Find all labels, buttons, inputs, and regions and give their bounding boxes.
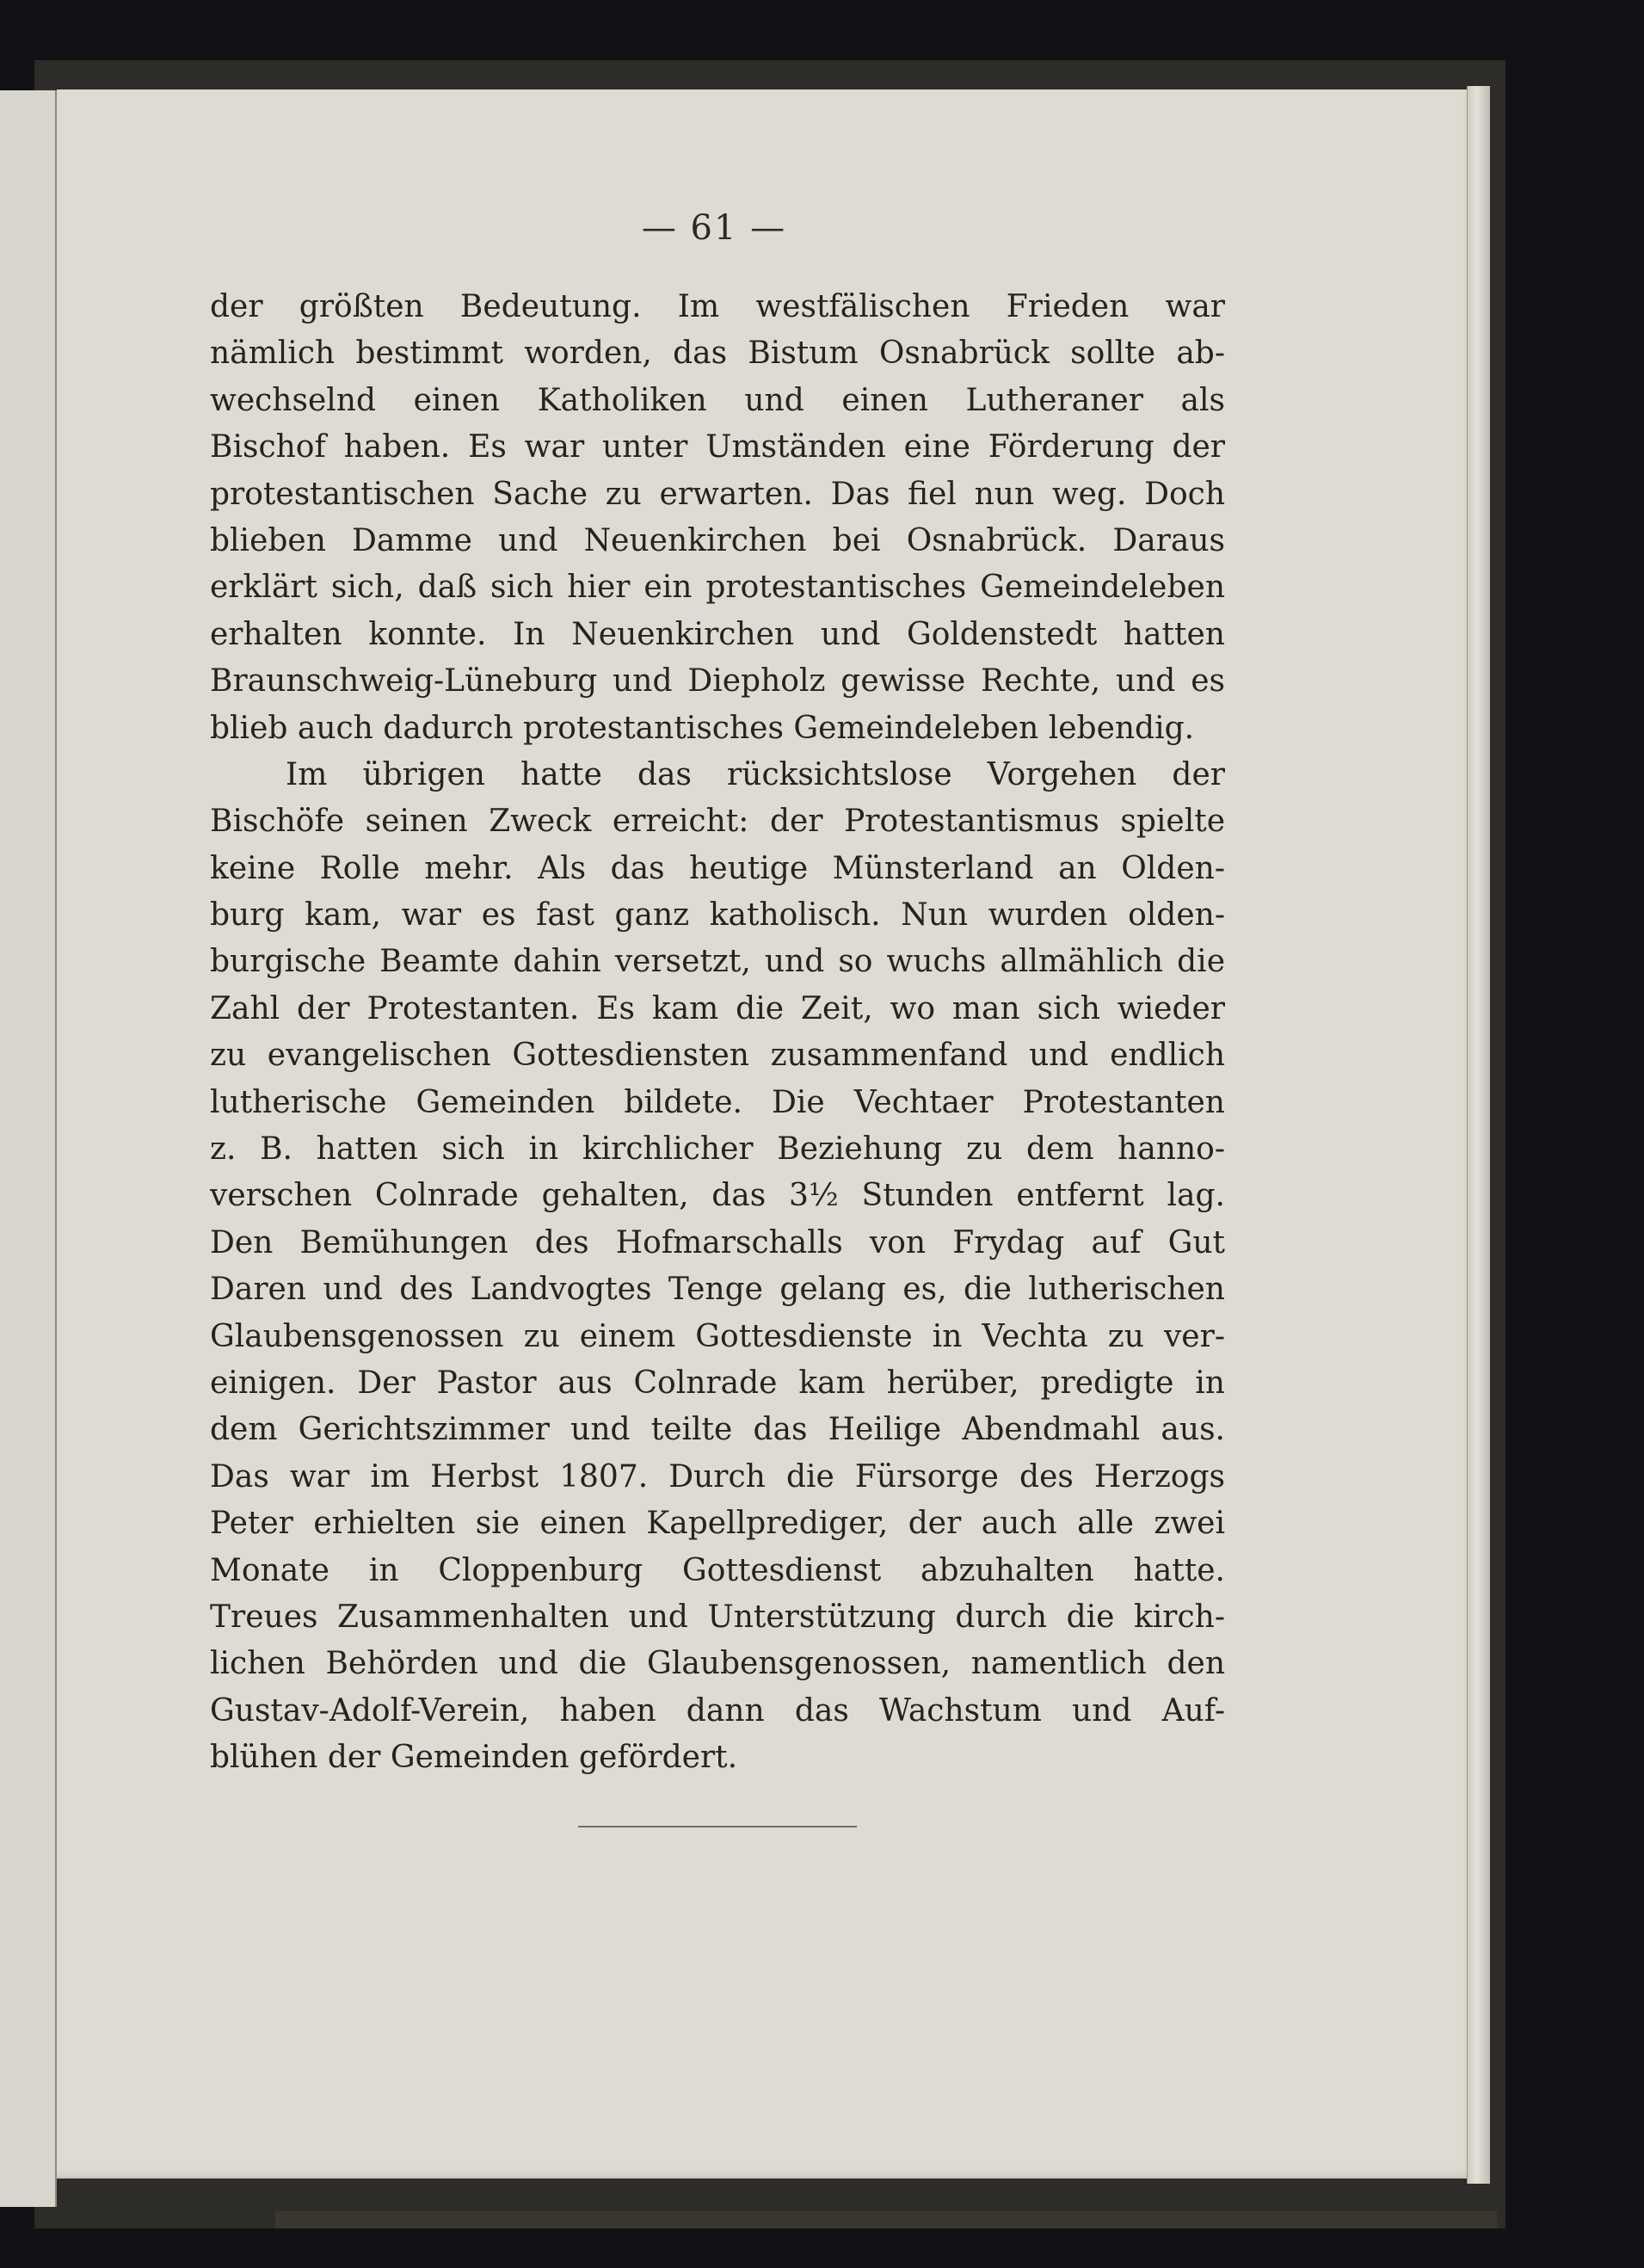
text-line: lichen Behörden und die Glaubensgenossen, namentlich den: [210, 1646, 1225, 1682]
text-line: Gustav-Adolf-Verein, haben dann das Wachstum und Auf-: [210, 1692, 1225, 1729]
text-line: burgische Beamte dahin versetzt, und so wuchs allmählich die: [210, 944, 1225, 980]
text-line: blühen der Gemeinden gefördert.: [210, 1740, 738, 1776]
text-line: blieben Damme und Neuenkirchen bei Osnabrück. Daraus: [210, 522, 1225, 558]
text-line: Das war im Herbst 1807. Durch die Fürsorge des Herzogs: [210, 1458, 1225, 1495]
text-line: burg kam, war es fast ganz katholisch. Nun wurden olden-: [210, 897, 1225, 934]
body-text: [210, 284, 1225, 1782]
text-line: Glaubensgenossen zu einem Gottesdienste in Vechta zu ver-: [210, 1318, 1225, 1354]
page-number: — 61 —: [641, 208, 787, 248]
text-line: zu evangelischen Gottesdiensten zusammenfand und endlich: [210, 1038, 1225, 1074]
text-line: dem Gerichtszimmer und teilte das Heilige Abendmahl aus.: [210, 1412, 1225, 1448]
text-line: keine Rolle mehr. Als das heutige Münsterland an Olden-: [210, 850, 1225, 886]
text-line: Peter erhielten sie einen Kapellprediger, der auch alle zwei: [210, 1506, 1225, 1542]
text-line: einigen. Der Pastor aus Colnrade kam herüber, predigte in: [210, 1365, 1225, 1401]
text-line: Monate in Cloppenburg Gottesdienst abzuhalten hatte.: [210, 1552, 1225, 1588]
text-line: Braunschweig-Lüneburg und Diepholz gewisse Rechte, und es: [210, 663, 1225, 700]
text-line: z. B. hatten sich in kirchlicher Beziehung zu dem hanno-: [210, 1131, 1225, 1168]
page-stack-edge: [1467, 86, 1490, 2184]
text-line: lutherische Gemeinden bildete. Die Vechtaer Protestanten: [210, 1084, 1225, 1120]
text-line: Bischöfe seinen Zweck erreicht: der Protestantismus spielte: [210, 804, 1225, 840]
text-line: Treues Zusammenhalten und Unterstützung durch die kirch-: [210, 1599, 1225, 1635]
text-line: Zahl der Protestanten. Es kam die Zeit, wo man sich wieder: [210, 990, 1225, 1026]
book-bottom-edge: [275, 2211, 1497, 2228]
text-line: Den Bemühungen des Hofmarschalls von Frydag auf Gut: [210, 1224, 1225, 1260]
text-line: protestantischen Sache zu erwarten. Das fiel nun weg. Doch: [210, 476, 1225, 512]
text-line: blieb auch dadurch protestantisches Gemeindeleben lebendig.: [210, 710, 1195, 746]
text-line: Daren und des Landvogtes Tenge gelang es, die lutherischen: [210, 1272, 1225, 1308]
paragraph-start-line: Im übrigen hatte das rücksichtslose Vorgehen der: [286, 756, 1225, 792]
text-line: der größten Bedeutung. Im westfälischen Frieden war: [210, 289, 1225, 324]
text-line: wechselnd einen Katholiken und einen Lutheraner als: [210, 382, 1225, 418]
text-line: erhalten konnte. In Neuenkirchen und Goldenstedt hatten: [210, 616, 1225, 652]
end-rule-divider: [578, 1826, 857, 1827]
text-line: erklärt sich, daß sich hier ein protestantisches Gemeindeleben: [210, 570, 1225, 606]
text-line: Bischof haben. Es war unter Umständen eine Förderung der: [210, 429, 1225, 465]
text-line: nämlich bestimmt worden, das Bistum Osnabrück sollte ab-: [210, 336, 1225, 372]
text-line: verschen Colnrade gehalten, das 3½ Stunden entfernt lag.: [210, 1178, 1225, 1214]
previous-page-edge: [0, 90, 57, 2207]
